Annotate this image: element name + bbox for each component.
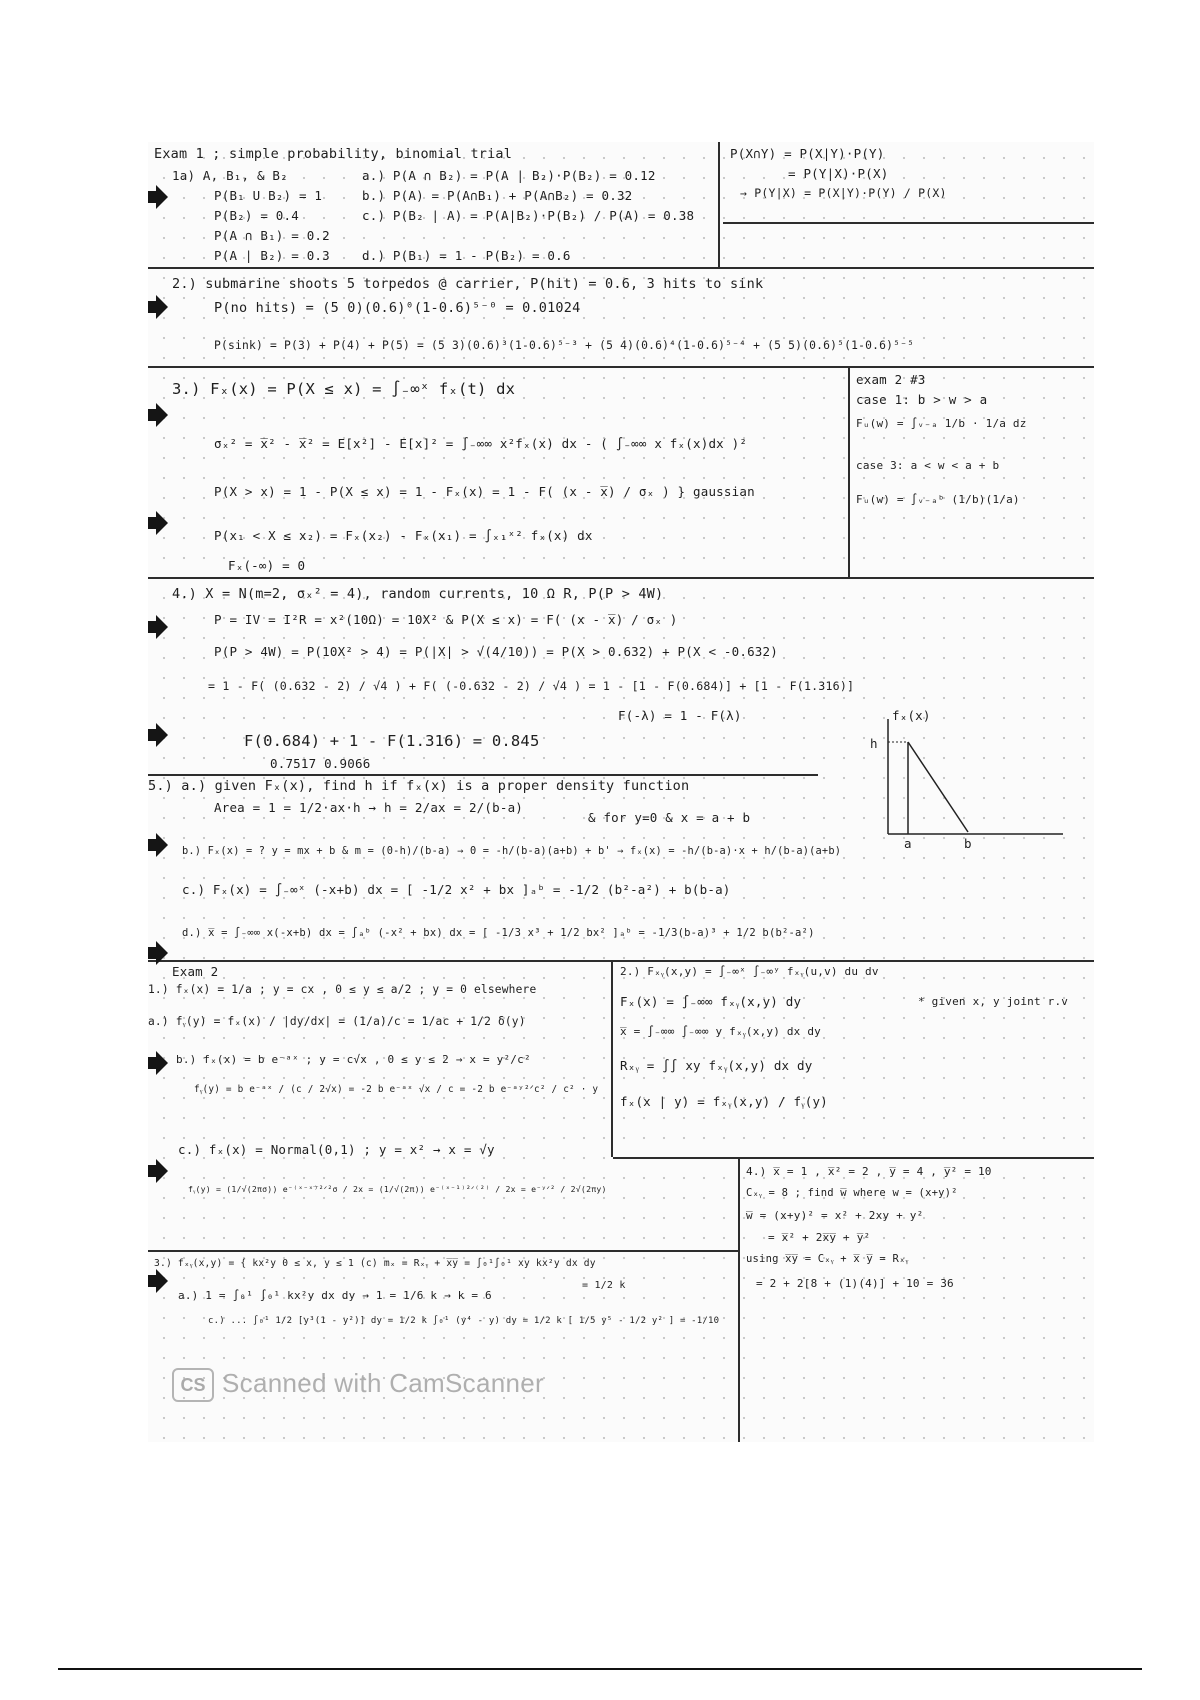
footer-rule <box>58 1668 1142 1670</box>
p4-values: 0.7517 0.9066 <box>270 756 371 771</box>
e2-p1-c2: fᵧ(y) = (1/√(2πσ)) e⁻⁽ˣ⁻ˣ̅⁾²ᐟ²σ / 2x = (1/√(2π)) e⁻⁽ˣ⁻¹⁾²ᐟ⁽²⁾ / 2x = e⁻ʸᐟ² / 2√(2πy) <box>188 1184 607 1194</box>
arrow-icon <box>148 614 170 640</box>
e2-p1-b: b.) fₓ(x) = b e⁻ᵃˣ ; y = c√x , 0 ≤ y ≤ 2 → x = y²/c² <box>176 1053 531 1066</box>
e2-p3-half: = 1/2 k <box>582 1280 626 1291</box>
p4-power: P = IV = I²R = x²(10Ω) = 10X² & P(X ≤ x) = F( (x - x̅) / σₓ ) <box>214 612 678 627</box>
e2-p4-result: = 2 + 2[8 + (1)(4)] + 10 = 36 <box>756 1277 954 1290</box>
p1-given-3: P(B₂) = 0.4 <box>214 208 299 223</box>
bayes-line-3: → P(Y|X) = P(X|Y)·P(Y) / P(X) <box>740 186 947 200</box>
p3-cdf: 3.) Fₓ(x) = P(X ≤ x) = ∫₋∞ˣ fₓ(t) dx <box>172 380 516 398</box>
camscanner-watermark: Scanned with CamScanner <box>222 1368 544 1398</box>
p1-answer-b: b.) P(A) = P(A∩B₁) + P(A∩B₂) = 0.32 <box>362 188 633 203</box>
side-case1: case 1: b > w > a <box>856 392 988 407</box>
exam2-title: Exam 2 <box>172 964 219 979</box>
exam1-title: Exam 1 ; simple probability, binomial trial <box>154 146 513 162</box>
rule-7 <box>148 1250 738 1252</box>
arrow-icon <box>148 1268 170 1294</box>
graph-b-label: b <box>964 836 972 851</box>
vrule-4 <box>738 1157 740 1442</box>
rule-1 <box>148 267 1094 269</box>
e2-p4-find: Cₓᵧ = 8 ; find w̅ where w = (x+y)² <box>746 1187 958 1199</box>
graph-a-label: a <box>904 836 912 851</box>
p4-result: F(0.684) + 1 - F(1.316) = 0.845 <box>244 732 540 750</box>
triangle-density-graph <box>868 714 1068 854</box>
arrow-icon <box>148 1050 170 1076</box>
arrow-icon <box>148 184 170 210</box>
p5-cdf: c.) Fₓ(x) = ∫₋∞ˣ (-x+b) dx = [ -1/2 x² + bx ]ₐᵇ = -1/2 (b²-a²) + b(b-a) <box>182 882 731 897</box>
p5-area: Area = 1 = 1/2·ax·h → h = 2/ax = 2/(b-a) <box>214 800 524 815</box>
p1-given-1: 1a) A, B₁, & B₂ <box>172 168 288 183</box>
p1-answer-a: a.) P(A ∩ B₂) = P(A | B₂)·P(B₂) = 0.12 <box>362 168 656 183</box>
e2-p4-given: 4.) x̅ = 1 , x̅² = 2 , y̅ = 4 , y̅² = 10 <box>746 1165 992 1178</box>
rule-8 <box>723 222 1094 224</box>
p5-statement: 5.) a.) given Fₓ(x), find h if fₓ(x) is a proper density function <box>148 778 690 794</box>
bayes-line-2: = P(Y|X)·P(X) <box>788 166 889 181</box>
camscanner-logo: CS <box>172 1368 214 1402</box>
e2-p1-c: c.) fₓ(x) = Normal(0,1) ; y = x² → x = √y <box>178 1142 495 1157</box>
p4-expand: = 1 - F( (0.632 - 2) / √4 ) + F( (-0.632 - 2) / √4 ) = 1 - [1 - F(0.684)] + [1 - F(1.316)] <box>208 679 855 693</box>
e2-p3-given: 3.) fₓᵧ(x,y) = { kx²y 0 ≤ x, y ≤ 1 (c) mₓ = Rₓᵧ + x̅y̅ = ∫₀¹∫₀¹ xy kx²y dx dy <box>154 1258 596 1269</box>
p4-statement: 4.) X = N(m=2, σₓ² = 4), random currents, 10 Ω R, P(P > 4W) <box>172 586 664 602</box>
p3-tail: P(X > x) = 1 - P(X ≤ x) = 1 - Fₓ(x) = 1 - F( (x - x̅) / σₓ ) } gaussian <box>214 484 755 499</box>
p3-limit: Fₓ(-∞) = 0 <box>228 558 306 573</box>
e2-p1-given: 1.) fₓ(x) = 1/a ; y = cx , 0 ≤ y ≤ a/2 ; y = 0 elsewhere <box>148 983 537 996</box>
bayes-line-1: P(X∩Y) = P(X|Y)·P(Y) <box>730 146 885 161</box>
p2-statement: 2.) submarine shoots 5 torpedos @ carrier, P(hit) = 0.6, 3 hits to sink <box>172 276 764 292</box>
e2-p2-note: * given x, y joint r.v <box>918 995 1069 1008</box>
arrow-icon <box>148 832 170 858</box>
p1-given-2: P(B₁ U B₂) = 1 <box>214 188 323 203</box>
p2-sink: P(sink) = P(3) + P(4) + P(5) = (5 3)(0.6)³(1-0.6)⁵⁻³ + (5 4)(0.6)⁴(1-0.6)⁵⁻⁴ + (5 5)(0.6)⁵(1-0.6)⁵⁻⁵ <box>214 339 915 352</box>
p2-no-hits: P(no hits) = (5 0)(0.6)⁰(1-0.6)⁵⁻⁰ = 0.01024 <box>214 300 581 316</box>
p3-variance: σₓ² = x̅² - x̅² = E[x²] - E[x]² = ∫₋∞∞ x²fₓ(x) dx - ( ∫₋∞∞ x fₓ(x)dx )² <box>214 436 748 451</box>
side-exam2-3: exam 2 #3 <box>856 372 926 387</box>
arrow-icon <box>148 722 170 748</box>
e2-p2-marginal: Fₓ(x) = ∫₋∞∞ fₓᵧ(x,y) dy <box>620 994 802 1009</box>
vrule-1 <box>718 142 720 267</box>
e2-p2-cond: fₓ(x | y) = fₓᵧ(x,y) / fᵧ(y) <box>620 1094 828 1109</box>
p1-given-4: P(A ∩ B₁) = 0.2 <box>214 228 330 243</box>
e2-p4-expand: w̅ = (x+y)² = x² + 2xy + y² <box>746 1209 924 1222</box>
arrow-icon <box>148 940 170 966</box>
notes-page <box>148 142 1094 1442</box>
p5-mean: d.) x̅ = ∫₋∞∞ x(-x+b) dx = ∫ₐᵇ (-x² + bx) dx = [ -1/3 x³ + 1/2 bx² ]ₐᵇ = -1/3(b-a)³ + 1/2 b(b²-a²) <box>182 927 815 939</box>
e2-p4-using: using x̅y̅ = Cₓᵧ + x̅ y̅ = Rₓᵧ <box>746 1253 909 1265</box>
arrow-icon <box>148 294 170 320</box>
e2-p1-a: a.) fᵧ(y) = fₓ(x) / |dy/dx| = (1/a)/c = 1/ac + 1/2 δ(y) <box>148 1015 526 1028</box>
vrule-3 <box>611 960 613 1157</box>
p3-interval: P(x₁ < X ≤ x₂) = Fₓ(x₂) - Fₓ(x₁) = ∫ₓ₁ˣ² fₓ(x) dx <box>214 528 593 543</box>
arrow-icon <box>148 510 170 536</box>
side-fw3: Fᵤ(w) = ∫ᵥ₋ₐᵇ (1/b)(1/a) <box>856 493 1020 506</box>
p5-cond: & for y=0 & x = a + b <box>588 810 751 825</box>
p1-answer-d: d.) P(B₁) = 1 - P(B₂) = 0.6 <box>362 248 571 263</box>
e2-p3-a: a.) 1 = ∫₀¹ ∫₀¹ kx²y dx dy → 1 = 1/6 k → k = 6 <box>178 1289 492 1302</box>
e2-p1-b2: fᵧ(y) = b e⁻ᵃˣ / (c / 2√x) = -2 b e⁻ᵃˣ √x / c = -2 b e⁻ᵃʸ²ᐟc² / c² · y <box>194 1084 599 1095</box>
side-case3: case 3: a < w < a + b <box>856 459 1000 472</box>
p1-answer-c: c.) P(B₂ | A) = P(A|B₂)·P(B₂) / P(A) = 0.38 <box>362 208 695 223</box>
arrow-icon <box>148 402 170 428</box>
p4-prob: P(P > 4W) = P(10X² > 4) = P(|X| > √(4/10)) = P(X > 0.632) + P(X < -0.632) <box>214 644 778 659</box>
p1-given-5: P(A | B₂) = 0.3 <box>214 248 330 263</box>
rule-3 <box>148 577 1094 579</box>
rule-5 <box>148 960 1094 962</box>
rule-2 <box>148 366 1094 368</box>
graph-h-label: h <box>870 736 878 751</box>
rule-6 <box>613 1157 1094 1159</box>
e2-p2-mean: x̅ = ∫₋∞∞ ∫₋∞∞ y fₓᵧ(x,y) dx dy <box>620 1025 821 1038</box>
side-fw1: Fᵤ(w) = ∫ᵥ₋ₐ 1/b · 1/a dz <box>856 417 1027 430</box>
graph-y-label: fₓ(x) <box>892 708 931 723</box>
e2-p2-joint: 2.) Fₓᵧ(x,y) = ∫₋∞ˣ ∫₋∞ʸ fₓᵧ(u,v) du dv <box>620 965 879 978</box>
e2-p4-expand2: = x̅² + 2x̅y̅ + y̅² <box>768 1231 871 1244</box>
e2-p2-corr: Rₓᵧ = ∫∫ xy fₓᵧ(x,y) dx dy <box>620 1058 813 1073</box>
vrule-2 <box>848 366 850 577</box>
p5-line: b.) Fₓ(x) = ? y = mx + b & m = (0-h)/(b-a) → 0 = -h/(b-a)(a+b) + b' → fₓ(x) = -h/(b-a)·x + h/(b-a)(a+b) <box>182 845 842 857</box>
rule-4 <box>148 774 818 776</box>
e2-p3-c: c.) ... ∫₀¹ 1/2 [y³(1 - y²)] dy = 1/2 k ∫₀¹ (y⁴ - y) dy = 1/2 k [ 1/5 y⁵ - 1/2 y² ] = -1/10 <box>208 1316 720 1326</box>
arrow-icon <box>148 1158 170 1184</box>
p4-symmetry: F(-λ) = 1 - F(λ) <box>618 708 742 723</box>
